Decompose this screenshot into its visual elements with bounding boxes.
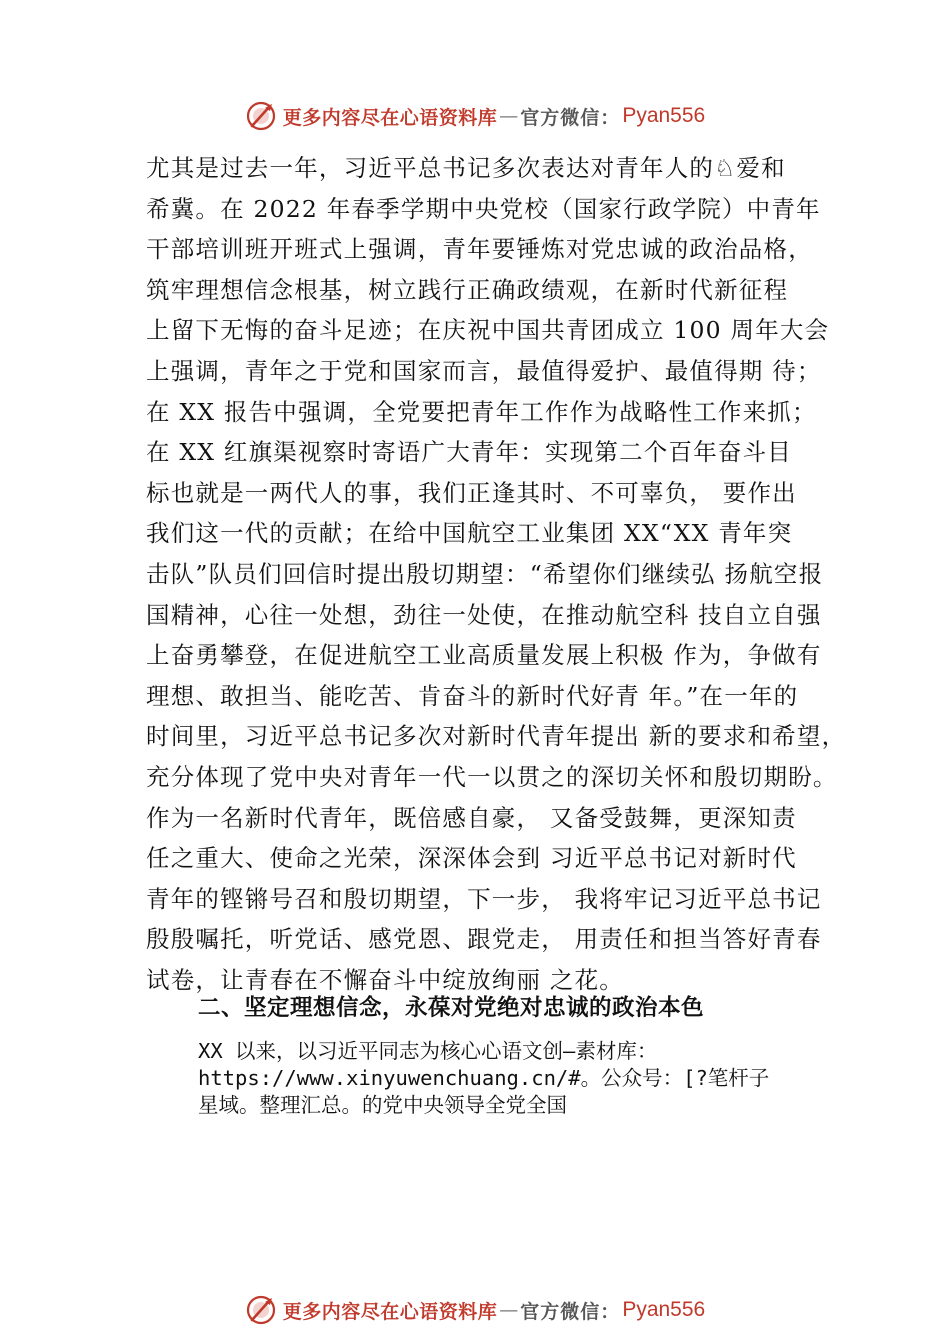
source-note-line: XX 以来，以习近平同志为核心心语文创—素材库： bbox=[198, 1039, 658, 1063]
banner-text: 更多内容尽在心语资料库 bbox=[282, 1300, 498, 1323]
paragraph-line: 上留下无悔的奋斗足迹；在庆祝中国共青团成立 100 周年大会 bbox=[146, 316, 830, 345]
banner-separator: — bbox=[499, 105, 519, 127]
paragraph-line: 国精神，心往一处想，劲往一处使，在推动航空科 技自立自强 bbox=[146, 600, 822, 629]
paragraph-line: 时间里，习近平总书记多次对新时代青年提出 新的要求和希望， bbox=[146, 722, 847, 751]
paragraph-line: 任之重大、使命之光荣，深深体会到 习近平总书记对新时代 bbox=[146, 844, 797, 873]
banner-wechat-id: Pyan556 bbox=[622, 104, 706, 127]
banner-label: 官方微信： bbox=[520, 1300, 621, 1323]
paragraph-line: 尤其是过去一年，习近平总书记多次表达对青年人的♘爱和 bbox=[146, 154, 786, 182]
paragraph-line: 我们这一代的贡献；在给中国航空工业集团 XX“XX 青年突 bbox=[146, 519, 793, 548]
paragraph-line: 上奋勇攀登，在促进航空工业高质量发展上积极 作为，争做有 bbox=[146, 641, 822, 670]
banner-wechat-id: Pyan556 bbox=[622, 1298, 706, 1321]
banner-text: 更多内容尽在心语资料库 bbox=[282, 106, 498, 129]
paragraph-line: 上强调，青年之于党和国家而言，最值得爱护、最值得期 待； bbox=[146, 356, 822, 385]
brush-logo-icon bbox=[245, 1294, 277, 1326]
paragraph-line: 标也就是一两代人的事，我们正逢其时、不可辜负， 要作出 bbox=[146, 478, 797, 507]
source-note bbox=[198, 1038, 858, 1119]
source-note-line: 星域。整理汇总。的党中央领导全党全国 bbox=[198, 1093, 567, 1117]
paragraph-line: 试卷，让青春在不懈奋斗中绽放绚丽 之花。 bbox=[146, 965, 624, 994]
body-paragraph bbox=[146, 148, 846, 1000]
paragraph-line: 在 XX 报告中强调，全党要把青年工作作为战略性工作来抓； bbox=[146, 397, 817, 426]
paragraph-line: 筑牢理想信念根基，树立践行正确政绩观，在新时代新征程 bbox=[146, 275, 789, 304]
paragraph-line: 青年的铿锵号召和殷切期望，下一步， 我将牢记习近平总书记 bbox=[146, 884, 822, 913]
paragraph-line: 殷殷嘱托，听党话、感党恩、跟党走， 用责任和担当答好青春 bbox=[146, 925, 822, 954]
paragraph-line: 干部培训班开班式上强调，青年要锤炼对党忠诚的政治品格， bbox=[146, 235, 813, 264]
brush-logo-icon bbox=[245, 100, 277, 132]
paragraph-line: 理想、敢担当、能吃苦、肯奋斗的新时代好青 年。”在一年的 bbox=[146, 681, 799, 710]
paragraph-line: 作为一名新时代青年，既倍感自豪， 又备受鼓舞，更深知责 bbox=[146, 803, 797, 832]
section-heading: 二、坚定理想信念，永葆对党绝对忠诚的政治本色 bbox=[198, 995, 705, 1021]
paragraph-line: 在 XX 红旗渠视察时寄语广大青年：实现第二个百年奋斗目 bbox=[146, 438, 792, 467]
paragraph-line: 击队”队员们回信时提出殷切期望：“希望你们继续弘 扬航空报 bbox=[146, 559, 824, 588]
banner-separator: — bbox=[499, 1299, 519, 1321]
paragraph-line: 希冀。在 2022 年春季学期中央党校（国家行政学院）中青年 bbox=[146, 194, 821, 223]
banner-label: 官方微信： bbox=[520, 106, 621, 129]
header-banner bbox=[0, 96, 950, 136]
paragraph-line: 充分体现了党中央对青年一代一以贯之的深切关怀和殷切期盼。 bbox=[146, 762, 838, 791]
source-note-line: https://www.xinyuwenchuang.cn/#。公众号：[?笔杆子 bbox=[198, 1066, 770, 1090]
footer-banner bbox=[0, 1290, 950, 1330]
